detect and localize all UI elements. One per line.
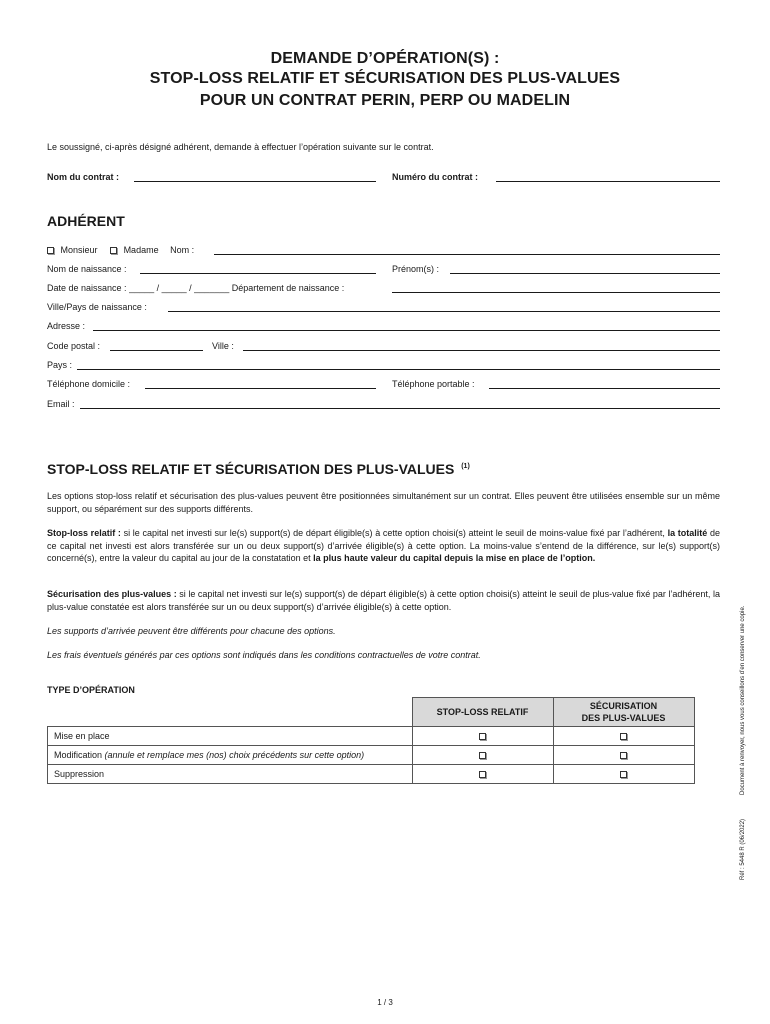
prenoms-field[interactable] [450, 273, 720, 274]
col-stop-loss-header: STOP-LOSS RELATIF [412, 698, 553, 727]
ville-field[interactable] [243, 350, 720, 351]
pays-field[interactable] [77, 369, 720, 370]
side-note: Document à renvoyer, nous vous conseillons d’en conserver une copie. [740, 605, 746, 795]
row-label: Mise en place [54, 731, 110, 741]
modification-securisation-checkbox[interactable] [620, 752, 627, 759]
ville-label: Ville : [212, 341, 234, 351]
col-securisation-header-line1: SÉCURISATION [589, 701, 658, 711]
ville-pays-label: Ville/Pays de naissance : [47, 302, 147, 312]
table-header-blank [48, 698, 413, 727]
table-header-row [48, 698, 695, 727]
section2-heading [47, 461, 470, 477]
monsieur-label: Monsieur [60, 245, 98, 255]
footnote-marker: (1) [461, 463, 470, 471]
email-label: Email : [47, 399, 75, 409]
email-field[interactable] [80, 408, 720, 409]
tel-domicile-label: Téléphone domicile : [47, 379, 131, 389]
civility-row [47, 244, 194, 256]
row-label-cell [48, 727, 413, 746]
securisation-text: si le capital net investi sur le(s) support(s) de départ éligible(s) à cette option choisi(s) atteint le seuil de plus-value fixé par l’adhérent, la plus-value constatée est alors transférée sur un ou deux support(s) d’arrivée éligible(s) à cette option. [47, 589, 720, 612]
frais-note: Les frais éventuels générés par ces options sont indiqués dans les conditions contractuelles de votre contrat. [47, 650, 481, 660]
adherent-heading: ADHÉRENT [47, 213, 125, 229]
title-line-3: POUR UN CONTRAT PERIN, PERP OU MADELIN [199, 92, 571, 109]
prenoms-label: Prénom(s) : [392, 264, 440, 274]
title-line-2: STOP-LOSS RELATIF ET SÉCURISATION DES PLUS-VALUES [149, 70, 621, 87]
securisation-cell [553, 746, 694, 765]
suppression-stop-loss-checkbox[interactable] [479, 771, 486, 778]
intro-text: Le soussigné, ci-après désigné adhérent, demande à effectuer l’opération suivante sur le contrat. [47, 142, 434, 152]
row-label-cell [48, 765, 413, 784]
stop-loss-cell [412, 746, 553, 765]
madame-label: Madame [123, 245, 159, 255]
col-securisation-header-line2: DES PLUS-VALUES [581, 713, 666, 723]
nom-field[interactable] [214, 254, 720, 255]
stop-loss-term: Stop-loss relatif : [47, 528, 121, 538]
stop-loss-emphasis-2: la plus haute valeur du capital depuis la mise en place de l’option. [313, 553, 596, 563]
row-label: Suppression [54, 769, 105, 779]
ville-pays-field[interactable] [168, 311, 720, 312]
mise-en-place-stop-loss-checkbox[interactable] [479, 733, 486, 740]
monsieur-checkbox[interactable] [47, 247, 54, 254]
pays-label: Pays : [47, 360, 73, 370]
departement-field[interactable] [392, 292, 720, 293]
row-note: (annule et remplace mes (nos) choix précédents sur cette option) [102, 750, 365, 760]
date-naissance-label: Date de naissance : [47, 283, 127, 293]
contract-number-label: Numéro du contrat : [392, 172, 479, 182]
table-row [48, 727, 695, 746]
code-postal-label: Code postal : [47, 341, 101, 351]
section2-heading-text: STOP-LOSS RELATIF ET SÉCURISATION DES PLUS-VALUES [47, 461, 455, 477]
stop-loss-text-1: si le capital net investi sur le(s) support(s) de départ éligible(s) à cette option choisi(s) atteint le seuil de moins-value fixé par l’adhérent, [120, 528, 668, 538]
stop-loss-cell [412, 727, 553, 746]
type-operation-table [47, 697, 695, 784]
date-naissance-row [47, 282, 344, 294]
adresse-label: Adresse : [47, 321, 86, 331]
row-label-cell [48, 746, 413, 765]
contract-number-field[interactable] [496, 181, 720, 182]
suppression-securisation-checkbox[interactable] [620, 771, 627, 778]
nom-naissance-field[interactable] [140, 273, 376, 274]
securisation-paragraph [47, 588, 720, 613]
contract-name-label: Nom du contrat : [47, 172, 119, 182]
departement-label: Département de naissance : [231, 283, 345, 293]
supports-note: Les supports d’arrivée peuvent être différents pour chacune des options. [47, 626, 336, 636]
tel-portable-label: Téléphone portable : [392, 379, 475, 389]
tel-domicile-field[interactable] [145, 388, 376, 389]
code-postal-field[interactable] [110, 350, 203, 351]
title-line-1: DEMANDE D’OPÉRATION(S) : [270, 50, 500, 67]
adresse-field[interactable] [93, 330, 720, 331]
nom-label: Nom : [170, 245, 195, 255]
tel-portable-field[interactable] [489, 388, 720, 389]
mise-en-place-securisation-checkbox[interactable] [620, 733, 627, 740]
modification-stop-loss-checkbox[interactable] [479, 752, 486, 759]
contract-name-field[interactable] [134, 181, 376, 182]
date-day-field[interactable]: _____ / [129, 283, 160, 293]
type-operation-heading: TYPE D’OPÉRATION [47, 685, 135, 695]
stop-loss-text-2: de ce capital net investi est alors transférée sur un ou deux support(s) d’arrivée éligible(s) à cette option. La moins-value s’entend de la différence, sur le(s) support(s) concerné(s), entre la valeur du capital au jour de la constatation et [47, 528, 721, 563]
section2-paragraph-1: Les options stop-loss relatif et sécurisation des plus-values peuvent être positionnées simultanément sur un contrat. Elles peuvent être utilisées ensemble sur un même support, ou séparément sur des supports différents. [47, 491, 720, 514]
securisation-cell [553, 727, 694, 746]
securisation-cell [553, 765, 694, 784]
nom-naissance-label: Nom de naissance : [47, 264, 127, 274]
date-year-field[interactable]: _______ [194, 283, 230, 293]
stop-loss-emphasis-1: la totalité [667, 528, 708, 538]
table-row [48, 746, 695, 765]
side-reference: Réf : 5448 R (06/2022) [740, 818, 746, 880]
stop-loss-paragraph [47, 527, 720, 565]
securisation-term: Sécurisation des plus-values : [47, 589, 177, 599]
col-securisation-header [553, 698, 694, 727]
row-label: Modification [54, 750, 103, 760]
page-number: 1 / 3 [377, 998, 393, 1007]
madame-checkbox[interactable] [110, 247, 117, 254]
table-row [48, 765, 695, 784]
stop-loss-cell [412, 765, 553, 784]
date-month-field[interactable]: _____ / [161, 283, 192, 293]
